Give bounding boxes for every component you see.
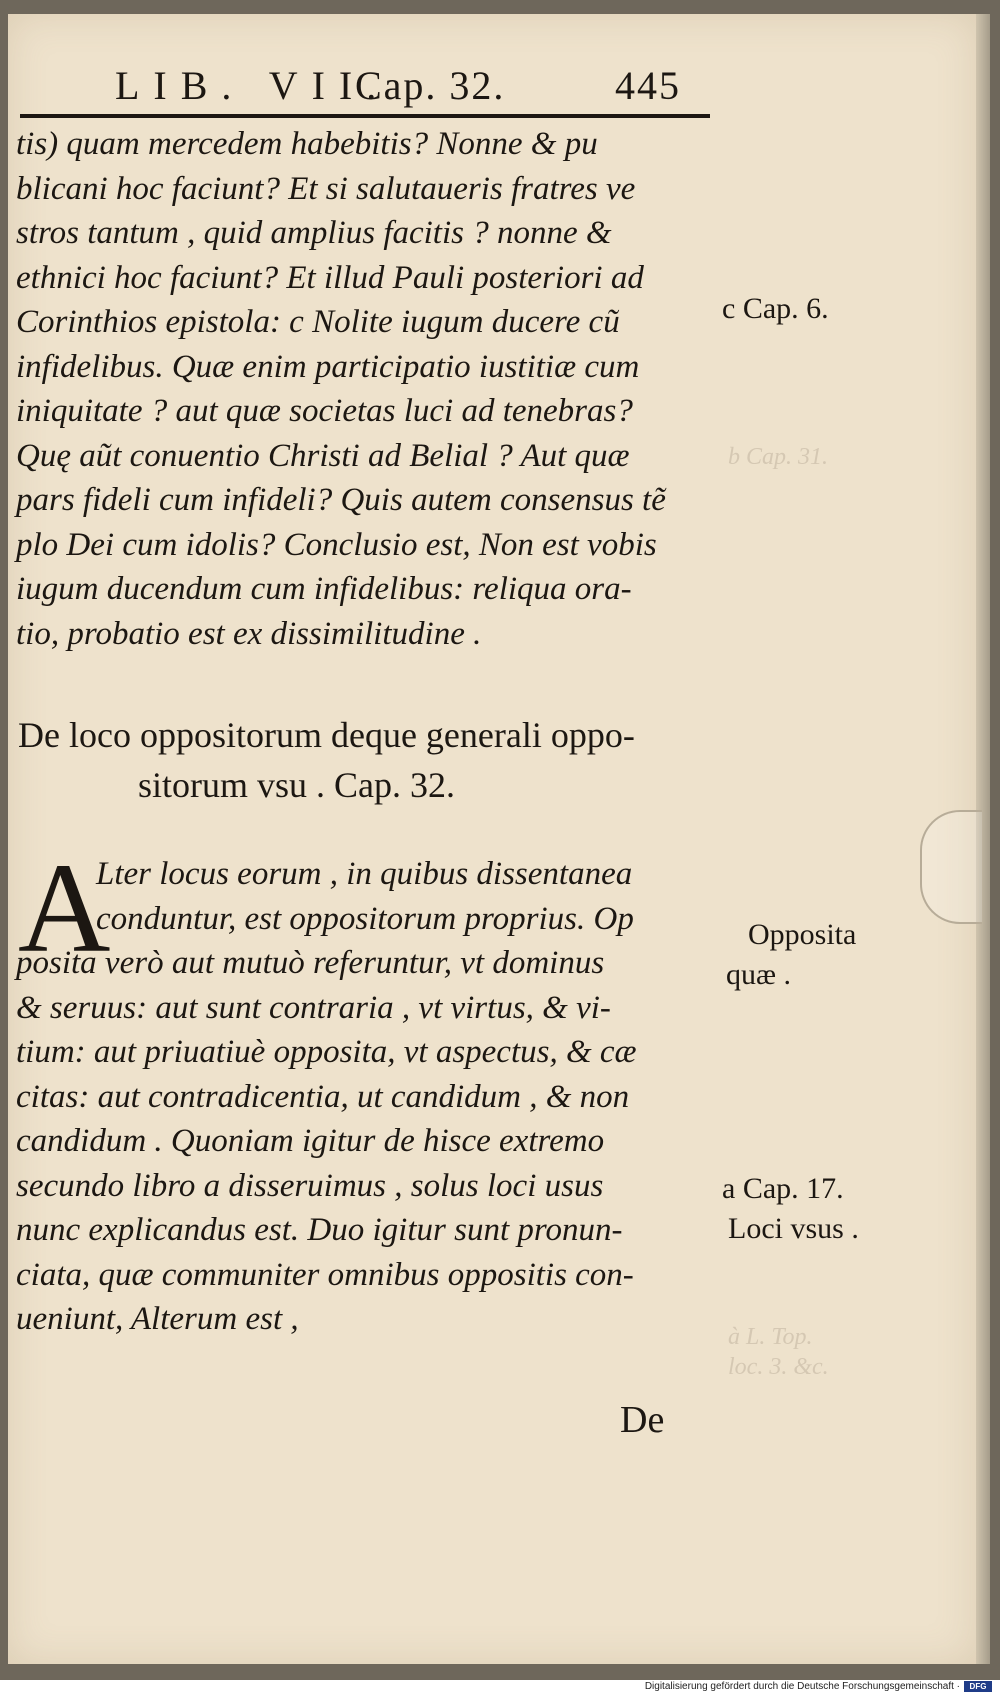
body-line: ethnici hoc faciunt? Et illud Pauli posteriori ad (16, 259, 644, 296)
header-rule (20, 114, 710, 118)
chapter-heading-line-1: De loco oppositorum deque generali oppo- (18, 715, 635, 755)
body-line: plo Dei cum idolis? Conclusio est, Non est vobis (16, 526, 657, 563)
page-clip (920, 810, 982, 924)
margin-note-loci-usus: Loci vsus . (728, 1212, 859, 1245)
body-line: iniquitate ? aut quæ societas luci ad tenebras? (16, 393, 633, 429)
paragraph-line: & seruus: aut sunt contraria , vt virtus, & vi- (16, 989, 611, 1026)
body-line: blicani hoc faciunt? Et si salutaueris fratres ve (16, 170, 636, 207)
dfg-logo: DFG (964, 1681, 992, 1692)
bleed-through-note-2: à L. Top. (728, 1324, 813, 1350)
body-line: infidelibus. Quæ enim participatio iustitiæ cum (16, 348, 640, 385)
paragraph-line: citas: aut contradicentia, ut candidum , & non (16, 1078, 630, 1115)
body-line: tio, probatio est ex dissimilitudine . (16, 615, 482, 652)
body-line: iugum ducendum cum infidelibus: reliqua ora- (16, 571, 632, 607)
page-number: 445 (615, 63, 681, 108)
body-line: pars fideli cum infideli? Quis autem consensus tẽ (16, 482, 666, 518)
running-header (105, 62, 715, 112)
paragraph-line: candidum . Quoniam igitur de hisce extremo (16, 1123, 605, 1159)
drop-cap: A (18, 837, 111, 979)
paragraph-line: secundo libro a disseruimus , solus loci usus (16, 1167, 604, 1204)
body-line: stros tantum , quid amplius facitis ? nonne & (16, 215, 612, 251)
paragraph-line: ciata, quæ communiter omnibus oppositis con- (16, 1256, 634, 1293)
paragraph-line: ueniunt, Alterum est , (16, 1301, 299, 1337)
header-book: LIB. VII. (115, 63, 391, 108)
header-chapter: Cap. 32. (355, 63, 506, 108)
margin-note-cap-17: a Cap. 17. (722, 1172, 844, 1205)
digitization-footer (0, 1680, 1000, 1693)
bleed-through-note-1: b Cap. 31. (728, 444, 829, 470)
chapter-heading (18, 710, 718, 810)
catchword: De (620, 1399, 665, 1441)
paragraph-line: posita verò aut mutuò referuntur, vt dominus (16, 945, 605, 981)
body-line: Quę aũt conuentio Christi ad Belial ? Aut quæ (16, 437, 630, 474)
chapter-heading-line-2: sitorum vsu . Cap. 32. (138, 765, 456, 805)
body-text (16, 122, 716, 656)
body-line: Corinthios epistola: c Nolite iugum ducere cũ (16, 304, 620, 340)
paragraph-line: Lter locus eorum , in quibus dissentanea (96, 856, 633, 892)
bleed-through-note-3: loc. 3. &c. (728, 1354, 829, 1380)
body-line: tis) quam mercedem habebitis? Nonne & pu (16, 126, 598, 162)
margin-note-opposita: Opposita (748, 918, 857, 951)
margin-note-cap-6: c Cap. 6. (722, 292, 829, 325)
digitization-credit: Digitalisierung gefördert durch die Deutsche Forschungsgemeinschaft · (644, 1681, 960, 1692)
paragraph (16, 852, 716, 1342)
paragraph-line: tium: aut priuatiuè opposita, vt aspectus, & cæ (16, 1034, 637, 1070)
margin-note-quae: quæ . (726, 958, 792, 991)
paragraph-line: nunc explicandus est. Duo igitur sunt pronun- (16, 1212, 623, 1248)
paragraph-line: conduntur, est oppositorum proprius. Op (96, 900, 634, 937)
